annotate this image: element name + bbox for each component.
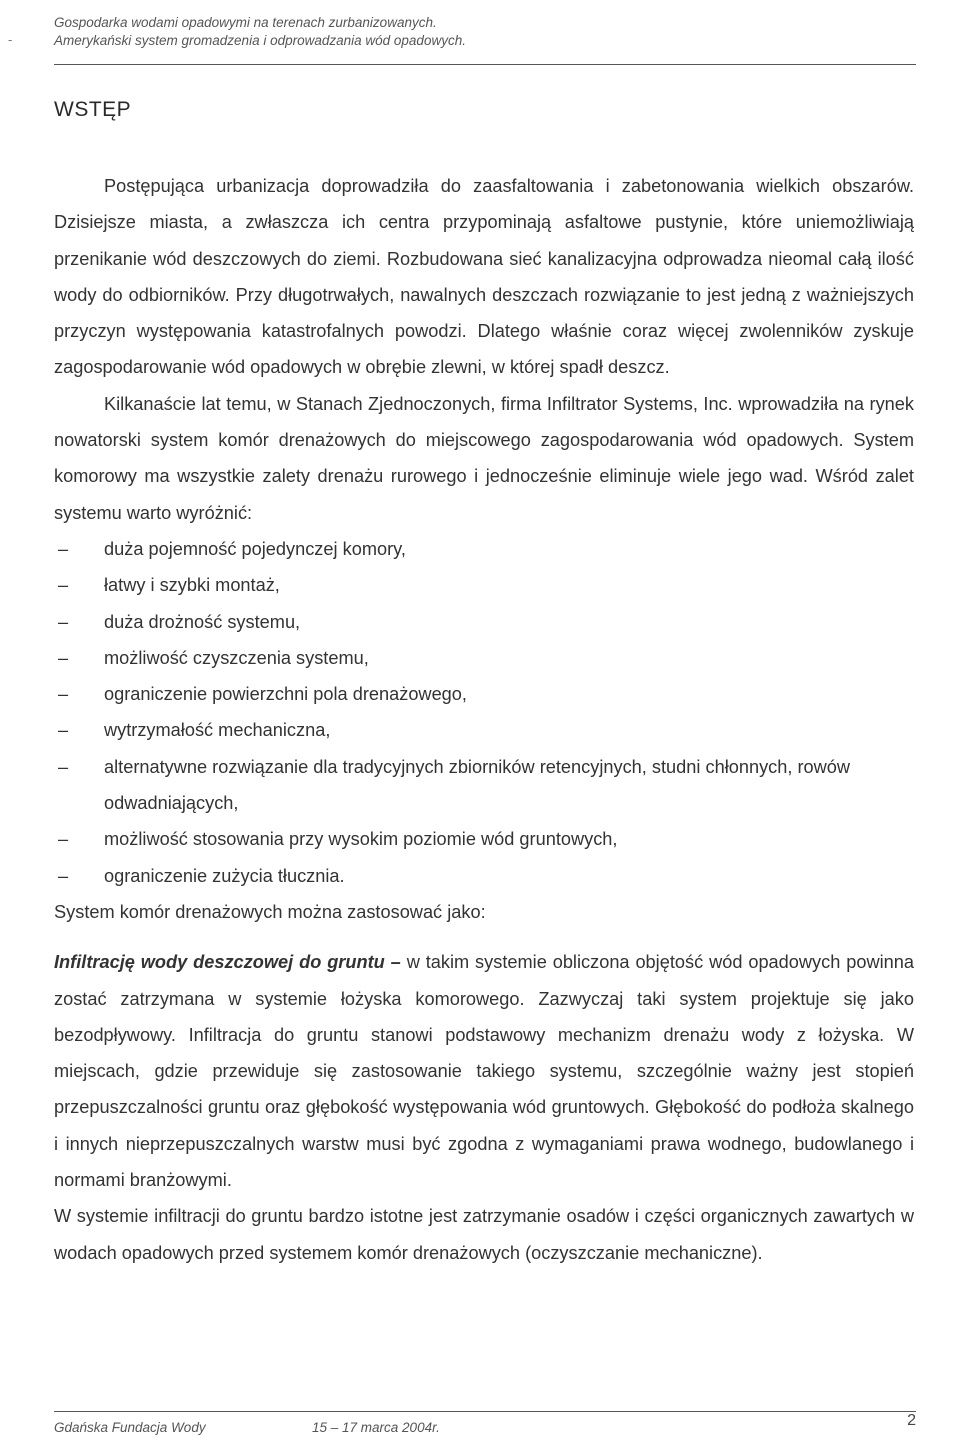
footer-divider: [54, 1411, 916, 1412]
list-item: – możliwość czyszczenia systemu,: [54, 640, 914, 676]
list-item: – ograniczenie zużycia tłucznia.: [54, 858, 914, 894]
term-dash: –: [384, 952, 407, 973]
infiltration-term: Infiltrację wody deszczowej do gruntu: [54, 952, 385, 973]
list-item: – ograniczenie powierzchni pola drenażowego,: [54, 676, 914, 712]
header-title: Gospodarka wodami opadowymi na terenach zurbanizowanych.: [54, 15, 437, 30]
body-text: [54, 168, 914, 1271]
list-item: – łatwy i szybki montaż,: [54, 567, 914, 603]
margin-mark: -: [8, 32, 13, 47]
footer-date: 15 – 17 marca 2004r.: [312, 1420, 440, 1435]
bullet: –: [58, 829, 69, 850]
header-divider: [54, 64, 916, 65]
paragraph-4: [54, 944, 914, 1198]
bullet: –: [58, 647, 69, 668]
bullet: –: [58, 538, 69, 559]
bullet: –: [58, 720, 69, 741]
list-item: – duża drożność systemu,: [54, 604, 914, 640]
bullet: –: [58, 611, 69, 632]
section-heading: WSTĘP: [54, 98, 132, 121]
page-number: 2: [907, 1412, 916, 1429]
bullet: –: [58, 575, 69, 596]
running-header: [8, 14, 916, 50]
paragraph-4-text: w takim systemie obliczona objętość wód opadowych powinna zostać zatrzymana w systemie łożyska komorowego. Zazwyczaj taki system projektuje się jako bezodpływowy. Infiltracja do gruntu stanowi podstawowy mechanizm drenażu wody z łożyska. W miejscach, gdzie przewiduje się zastosowanie takiego systemu, szczególnie ważny jest stopień przepuszczalności gruntu oraz głębokość występowania wód gruntowych. Głębokość do podłoża skalnego i innych nieprzepuszczalnych warstw musi być zgodna z wymaganiami prawa wodnego, budowlanego i normami branżowymi.: [54, 952, 914, 1191]
paragraph-1: Postępująca urbanizacja doprowadziła do zaasfaltowania i zabetonowania wielkich obszarów. Dzisiejsze miasta, a zwłaszcza ich centra przypominają asfaltowe pustynie, które uniemożliwiają przenikanie wód deszczowych do ziemi. Rozbudowana sieć kanalizacyjna odprowadza nieomal całą ilość wody do odbiorników. Przy długotrwałych, nawalnych deszczach rozwiązanie to jest jedną z ważniejszych przyczyn występowania katastrofalnych powodzi. Dlatego właśnie coraz więcej zwolenników zyskuje zagospodarowanie wód opadowych w obrębie zlewni, w której spadł deszcz.: [54, 176, 914, 378]
running-footer: [54, 1412, 916, 1440]
feature-list: [54, 531, 914, 894]
list-item: – wytrzymałość mechaniczna,: [54, 712, 914, 748]
bullet: –: [58, 865, 69, 886]
footer-organization: Gdańska Fundacja Wody: [54, 1420, 206, 1435]
header-subtitle: Amerykański system gromadzenia i odprowadzania wód opadowych.: [54, 33, 466, 48]
list-item: – alternatywne rozwiązanie dla tradycyjnych zbiorników retencyjnych, studni chłonnych, rowów odwadniających,: [54, 749, 914, 822]
bullet: –: [58, 756, 69, 777]
list-item: – możliwość stosowania przy wysokim poziomie wód gruntowych,: [54, 821, 914, 857]
list-item: – duża pojemność pojedynczej komory,: [54, 531, 914, 567]
bullet: –: [58, 684, 69, 705]
paragraph-5: W systemie infiltracji do gruntu bardzo istotne jest zatrzymanie osadów i części organicznych zawartych w wodach opadowych przed systemem komór drenażowych (oczyszczanie mechaniczne).: [54, 1206, 914, 1263]
paragraph-2: Kilkanaście lat temu, w Stanach Zjednoczonych, firma Infiltrator Systems, Inc. wprowadziła na rynek nowatorski system komór drenażowych do miejscowego zagospodarowania wód opadowych. System komorowy ma wszystkie zalety drenażu rurowego i jednocześnie eliminuje wiele jego wad. Wśród zalet systemu warto wyróżnić:: [54, 393, 914, 523]
paragraph-3: System komór drenażowych można zastosować jako:: [54, 901, 486, 922]
